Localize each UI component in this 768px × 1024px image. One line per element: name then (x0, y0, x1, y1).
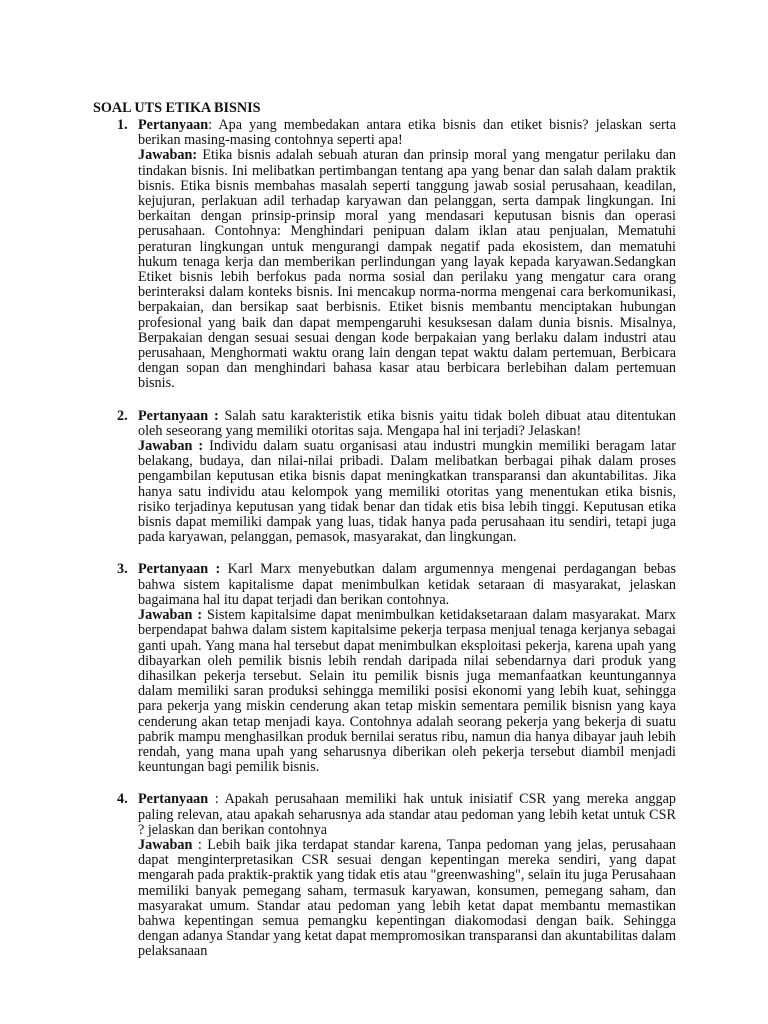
question-label: Pertanyaan (138, 117, 209, 133)
answer-label: Jawaban : (138, 438, 204, 455)
answer-text: : Lebih baik jika terdapat standar karena, Tanpa pedoman yang jelas, perusahaan dapat menginterpretasikan CSR sesuai dengan kepentingan mereka sendiri, yang dapat mengarah pada praktik-praktik yang tidak etis atau "greenwashing", selain itu juga Perusahaan memiliki banyak pemegang saham, termasuk karyawan, konsumen, pemegang saham, dan masyarakat umum. Standar atau pedoman yang lebih ketat dapat membantu memastikan bahwa kepentingan semua pemangku kepentingan diakomodasi dengan baik. Sehingga dengan adanya Standar yang ketat dapat mempromosikan transparansi dan akuntabilitas dalam pelaksanaan (138, 836, 676, 960)
question-list (93, 118, 676, 960)
document-title: SOAL UTS ETIKA BISNIS (93, 100, 261, 116)
question-number: 3. (117, 561, 128, 578)
question-text: : Apakah perusahaan memiliki hak untuk inisiatif CSR yang mereka anggap paling relevan, atau apakah seharusnya ada standar atau pedoman yang lebih ketat untuk CSR ? jelaskan dan berikan contohnya (138, 791, 676, 838)
question-label: Pertanyaan : (138, 407, 219, 424)
question-item-1 (93, 118, 676, 392)
question-paragraph (138, 792, 676, 838)
answer-text: Etika bisnis adalah sebuah aturan dan prinsip moral yang mengatur perilaku dan tindakan bisnis. Ini melibatkan pertimbangan tentang apa yang benar dan salah dalam praktik bisnis. Etika bisnis membahas masalah seperti tanggung jawab sosial perusahaan, keadilan, kejujuran, perlakuan adil terhadap karyawan dan pelanggan, serta dampak lingkungan. Ini berkaitan dengan prinsip-prinsip moral yang mendasari keputusan bisnis dan operasi perusahaan. Contohnya: Menghindari penipuan dalam iklan atau penjualan, Mematuhi peraturan lingkungan untuk mengurangi dampak negatif pada ekosistem, dan mematuhi hukum tenaga kerja dan memberikan perlindungan yang layak kepada karyawan.Sedangkan Etiket bisnis lebih berfokus pada norma sosial dan perilaku yang mengatur cara orang berinteraksi dalam konteks bisnis. Ini mencakup norma-norma mengenai cara berkomunikasi, berpakaian, dan bersikap saat berbisnis. Etiket bisnis membantu menciptakan hubungan profesional yang baik dan dapat mempengaruhi kesuksesan dalam dunia bisnis. Misalnya, Berpakaian dengan sesuai sesuai dengan kode berpakaian yang berlaku dalam industri atau perusahaan, Menghormati waktu orang lain dengan tepat waktu dalam pertemuan, Berbicara dengan sopan dan menghindari bahasa kasar atau berbicara berlebihan dalam pertemuan bisnis. (138, 147, 676, 392)
answer-label: Jawaban : (138, 607, 203, 624)
question-label: Pertanyaan (138, 791, 209, 808)
answer-paragraph (138, 608, 676, 775)
answer-paragraph (138, 439, 676, 545)
answer-text: Individu dalam suatu organisasi atau industri mungkin memiliki beragam latar belakang, budaya, dan nilai-nilai pribadi. Dalam melibatkan berbagai pihak dalam proses pengambilan keputusan etika bisnis dapat meningkatkan transparansi dan akuntabilitas. Jika hanya satu individu atau kelompok yang memiliki otoritas yang menentukan etika bisnis, risiko terjadinya keputusan yang tidak benar dan tidak etis bisa lebih tinggi. Keputusan etika bisnis dapat memiliki dampak yang luas, tidak hanya pada perusahaan itu sendiri, tetapi juga pada karyawan, pelanggan, pemasok, masyarakat, dan lingkungan. (138, 438, 676, 546)
answer-label: Jawaban: (138, 147, 198, 164)
question-text: Salah satu karakteristik etika bisnis yaitu tidak boleh dibuat atau ditentukan oleh seseorang yang memiliki otoritas saja. Mengapa hal ini terjadi? Jelaskan! (138, 407, 676, 439)
question-number: 2. (117, 407, 128, 424)
answer-paragraph (138, 838, 676, 960)
question-text: Karl Marx menyebutkan dalam argumennya mengenai perdagangan bebas bahwa sistem kapitalisme dapat menimbulkan ketidak setaraan di masyarakat, jelaskan bagaimana hal itu dapat terjadi dan berikan contohnya. (138, 561, 676, 608)
question-item-3 (93, 562, 676, 775)
answer-text: Sistem kapitalsime dapat menimbulkan ketidaksetaraan dalam masyarakat. Marx berpendapat bahwa dalam sistem kapitalsime pekerja terpasa menjual tenaga kerjanya sebagai ganti upah. Yang mana hal tersebut dapat menimbulkan eksploitasi pekerja, karena upah yang dibayarkan oleh pemilik bisnis lebih rendah daripada nilai sebendarnya dari produk yang dihasilkan pekerja tersebut. Selain itu pemilik bisnis juga memanfaatkan keuntungannya dalam memiliki saran produksi sehingga memiliki posisi ekonomi yang lebih kuat, sehingga para pekerja yang miskin cenderung akan tetap miskin sementara pemilik bisnisn yang kaya cenderung akan tetap menjadi kaya. Contohnya adalah seorang pekerja yang bekerja di suatu pabrik mampu menghasilkan produk bernilai seratus ribu, namun dia hanya dibayar jauh lebih rendah, yang mana upah yang seharusnya diberikan oleh pekerja tersebut diambil menjadi keuntungan bagi pemilik bisnis. (138, 607, 676, 776)
question-paragraph (138, 409, 676, 439)
answer-paragraph (138, 148, 676, 391)
question-item-2 (93, 409, 676, 546)
answer-label: Jawaban (138, 836, 193, 853)
question-paragraph (138, 118, 676, 148)
document-body (93, 101, 676, 960)
question-item-4 (93, 792, 676, 959)
question-number: 1. (117, 117, 128, 133)
question-number: 4. (117, 791, 128, 808)
question-paragraph (138, 562, 676, 608)
question-text: : Apa yang membedakan antara etika bisnis dan etiket bisnis? jelaskan serta berikan masing-masing contohnya seperti apa! (138, 117, 676, 149)
question-label: Pertanyaan : (138, 561, 221, 578)
